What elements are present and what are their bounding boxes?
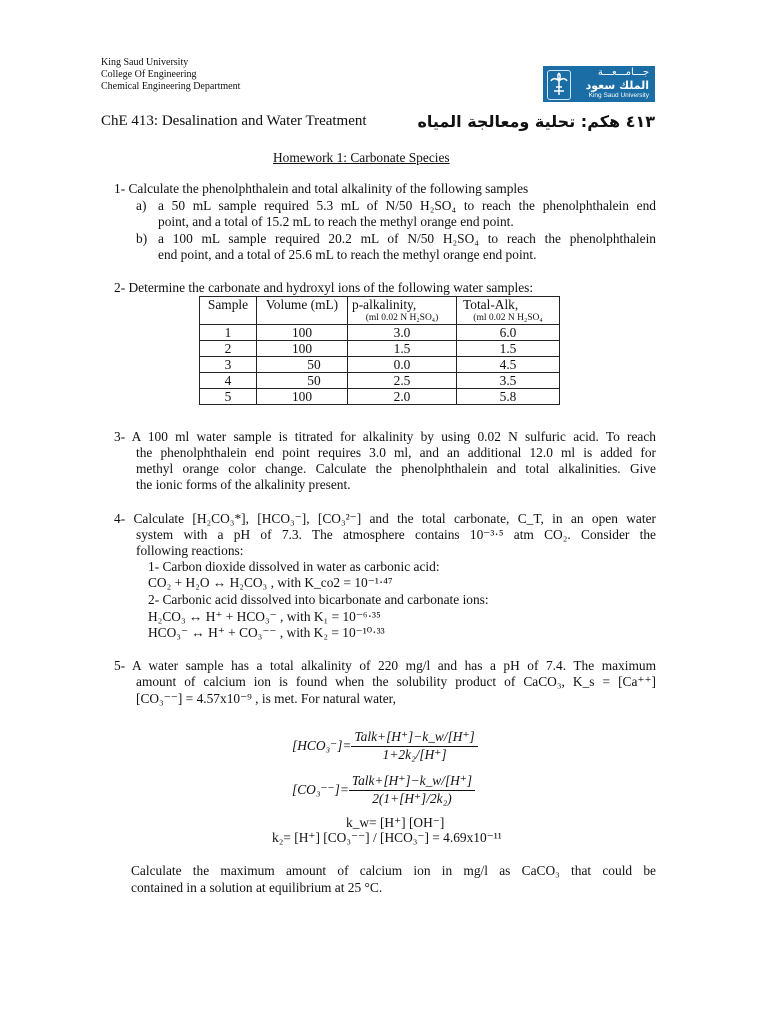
q5-line2: amount of calcium ion is found when the solubility product of CaCO₃, K_s = [Ca⁺⁺]	[136, 674, 656, 689]
cell-total-alk: 3.5	[457, 373, 560, 389]
cell-sample: 3	[200, 357, 257, 373]
table-row	[200, 373, 560, 389]
kw-definition: k_w= [H⁺] [OH⁻]	[346, 815, 445, 830]
q4-equation2: H₂CO₃ ↔ H⁺ + HCO₃⁻ , with K₁ = 10⁻⁶·³⁵	[148, 609, 381, 624]
cell-p-alk: 1.5	[348, 341, 457, 357]
q3-line4: the ionic forms of the alkalinity present.	[136, 477, 351, 492]
table-row	[200, 389, 560, 405]
cell-total-alk: 6.0	[457, 325, 560, 341]
q5-final-line1: Calculate the maximum amount of calcium ion in mg/l as CaCO₃ that could be	[131, 863, 656, 878]
header-p-alkalinity: p-alkalinity,	[348, 297, 457, 313]
cell-total-alk: 4.5	[457, 357, 560, 373]
q4-equation3: HCO₃⁻ ↔ H⁺ + CO₃⁻⁻ , with K₂ = 10⁻¹⁰·³³	[148, 625, 385, 640]
q4-equation1: CO₂ + H₂O ↔ H₂CO₃ , with K_co2 = 10⁻¹·⁴⁷	[148, 575, 393, 590]
cell-total-alk: 5.8	[457, 389, 560, 405]
homework-title: Homework 1: Carbonate Species	[273, 150, 450, 165]
formula-co3	[292, 773, 475, 807]
formula-co3-numerator: Talk+[H⁺]−k_w/[H⁺]	[349, 773, 475, 791]
q3-line3: methyl orange color change. Calculate the phenolphthalein and total alkalinities. Give	[136, 461, 656, 476]
cell-p-alk: 2.0	[348, 389, 457, 405]
q4-reaction2-label: 2- Carbonic acid dissolved into bicarbonate and carbonate ions:	[148, 592, 489, 607]
palm-emblem-icon	[547, 70, 571, 100]
formula-hco3-lhs: [HCO₃⁻]=	[292, 737, 352, 753]
q5-line1: 5- A water sample has a total alkalinity of 220 mg/l and has a pH of 7.4. The maximum	[114, 658, 656, 673]
logo-english: King Saud University	[588, 92, 649, 99]
formula-hco3-numerator: Talk+[H⁺]−k_w/[H⁺]	[351, 729, 477, 747]
table-row	[200, 325, 560, 341]
q4-line3: following reactions:	[136, 543, 244, 558]
q1-a-label: a)	[136, 198, 147, 213]
cell-p-alk: 3.0	[348, 325, 457, 341]
cell-sample: 1	[200, 325, 257, 341]
formula-hco3-denominator: 1+2k₂/[H⁺]	[382, 746, 447, 762]
q1-b-line2: end point, and a total of 25.6 mL to reach the methyl orange end point.	[158, 247, 537, 262]
table-header-row	[200, 297, 560, 313]
cell-p-alk: 0.0	[348, 357, 457, 373]
q1-a-line2: point, and a total of 15.2 mL to reach the methyl orange end point.	[158, 214, 514, 229]
q3-line1: 3- A 100 ml water sample is titrated for alkalinity by using 0.02 N sulfuric acid. To reach	[114, 429, 656, 444]
formula-co3-lhs: [CO₃⁻⁻]=	[292, 781, 349, 797]
q1-b-line1: a 100 mL sample required 20.2 mL of N/50 H₂SO₄ to reach the phenolphthalein	[158, 231, 656, 246]
q4-reaction1-label: 1- Carbon dioxide dissolved in water as carbonic acid:	[148, 559, 440, 574]
cell-volume: 100	[257, 389, 348, 405]
cell-sample: 5	[200, 389, 257, 405]
header-volume: Volume (mL)	[257, 297, 348, 325]
subheader-total-alk: (ml 0.02 N H₂SO₄	[457, 312, 560, 325]
header-sample: Sample	[200, 297, 257, 325]
cell-volume: 100	[257, 325, 348, 341]
course-title: ChE 413: Desalination and Water Treatment	[101, 113, 367, 129]
logo-arabic-line2: الملك سعود	[585, 79, 649, 92]
university-name: King Saud University	[101, 57, 189, 68]
q5-line3: [CO₃⁻⁻] = 4.57x10⁻⁹ , is met. For natural water,	[136, 691, 396, 706]
alkalinity-table	[199, 296, 560, 405]
college-name: College Of Engineering	[101, 69, 197, 80]
cell-sample: 4	[200, 373, 257, 389]
header-total-alk: Total-Alk,	[457, 297, 560, 313]
q5-final-line2: contained in a solution at equilibrium at 25 °C.	[131, 880, 383, 895]
q1-a-line1: a 50 mL sample required 5.3 mL of N/50 H₂SO₄ to reach the phenolphthalein end	[158, 198, 656, 213]
department-name: Chemical Engineering Department	[101, 81, 241, 92]
cell-volume: 50	[257, 357, 348, 373]
cell-p-alk: 2.5	[348, 373, 457, 389]
cell-total-alk: 1.5	[457, 341, 560, 357]
k2-definition: k₂= [H⁺] [CO₃⁻⁻] / [HCO₃⁻] = 4.69x10⁻¹¹	[272, 830, 502, 845]
q1-b-label: b)	[136, 231, 148, 246]
table-row	[200, 357, 560, 373]
university-logo	[543, 66, 655, 102]
logo-arabic-line1: جـــامـــعـــة	[597, 67, 649, 78]
q1-stem: 1- Calculate the phenolphthalein and total alkalinity of the following samples	[114, 181, 529, 196]
cell-volume: 100	[257, 341, 348, 357]
q2-stem: 2- Determine the carbonate and hydroxyl ions of the following water samples:	[114, 280, 534, 295]
cell-sample: 2	[200, 341, 257, 357]
cell-volume: 50	[257, 373, 348, 389]
formula-co3-denominator: 2(1+[H⁺]/2k₂)	[372, 790, 452, 806]
q3-line2: the phenolphthalein end point requires 3.0 ml, and an additional 12.0 ml is added for	[136, 445, 656, 460]
course-title-arabic: ٤١٣ هكم: تحلية ومعالجة المياه	[417, 112, 655, 131]
q4-line2: system with a pH of 7.3. The atmosphere contains 10⁻³·⁵ atm CO₂. Consider the	[136, 527, 656, 542]
q4-line1: 4- Calculate [H₂CO₃*], [HCO₃⁻], [CO₃²⁻] and the total carbonate, C_T, in an open water	[114, 511, 656, 526]
table-row	[200, 341, 560, 357]
formula-hco3	[292, 729, 478, 763]
subheader-p-alkalinity: (ml 0.02 N H₂SO₄)	[348, 312, 457, 325]
